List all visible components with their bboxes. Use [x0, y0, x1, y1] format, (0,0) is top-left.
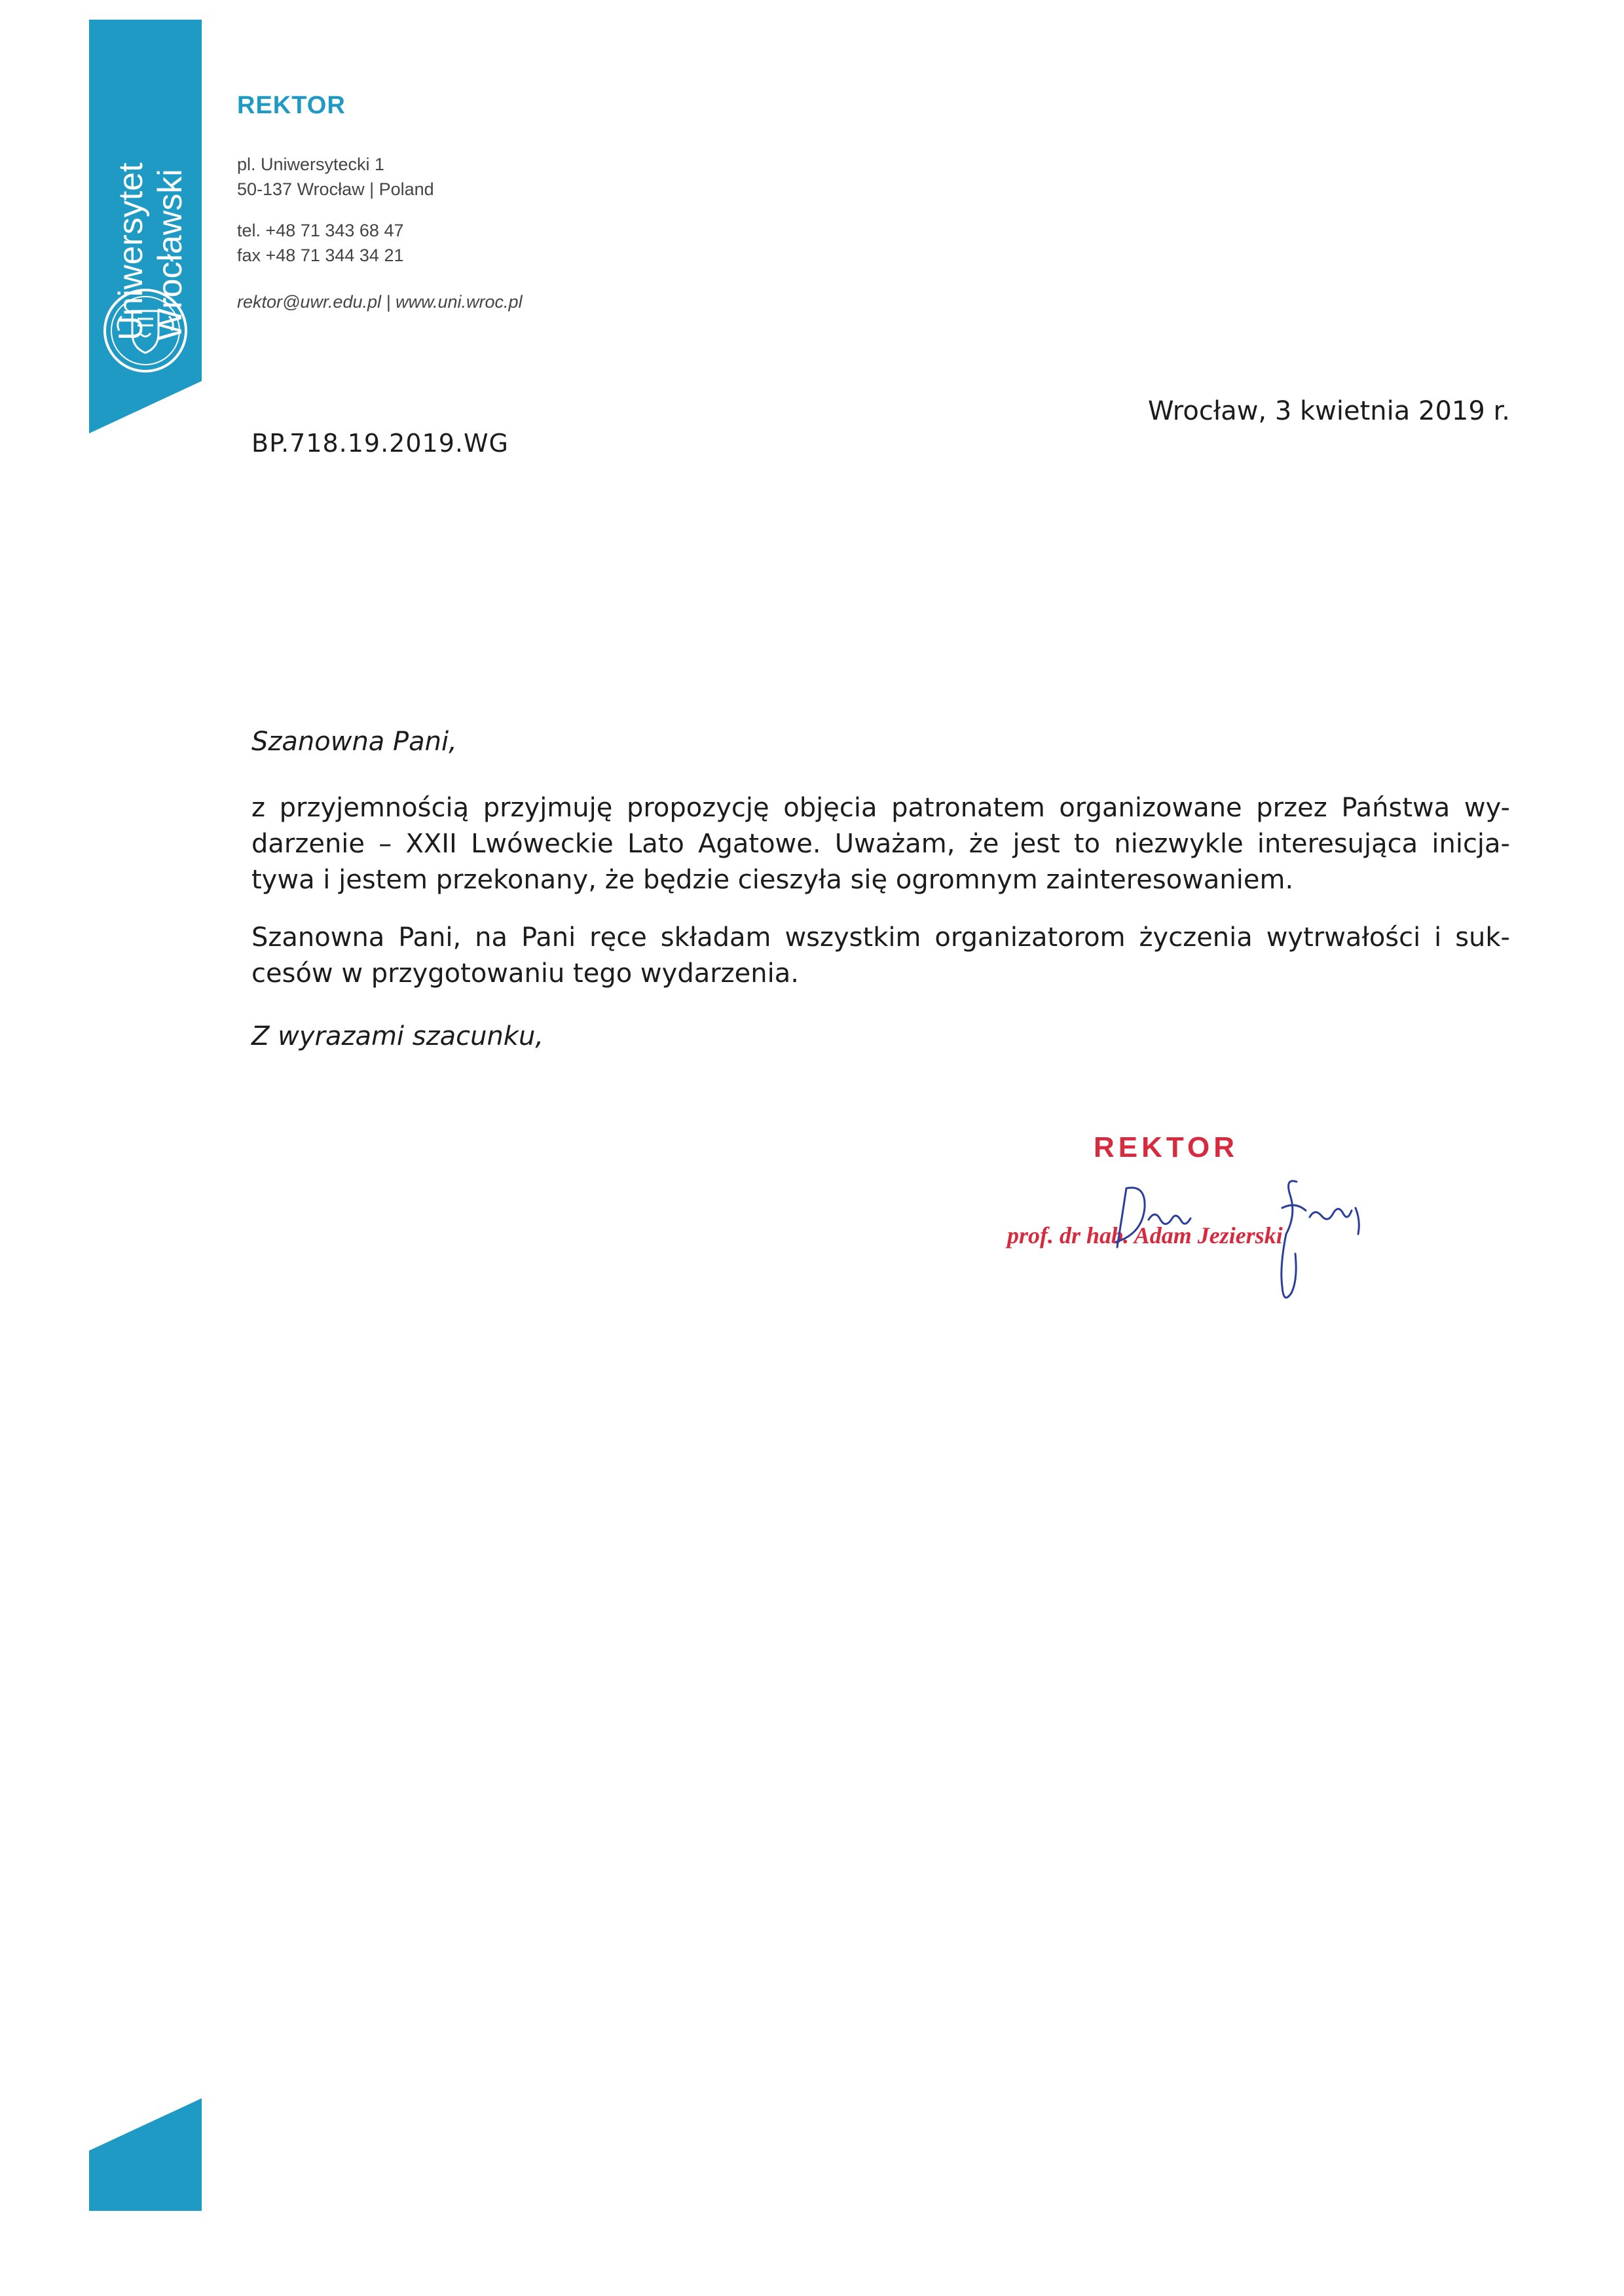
letterhead-title: REKTOR	[237, 92, 346, 119]
paragraph-2-line: Szanowna Pani, na Pani ręce składam wszystkim organizatorom życzenia wytrwałości i suk-	[251, 922, 1510, 953]
address-line-1: pl. Uniwersytecki 1	[237, 155, 385, 174]
paragraph-1-line: tywa i jestem przekonany, że będzie cieszyła się ogromnym zainteresowaniem.	[251, 865, 1294, 895]
university-name-line1: Uniwersytet	[112, 162, 150, 340]
paragraph-1-line: darzenie – XXII Lwóweckie Lato Agatowe. Uważam, że jest to niezwykle interesująca inicja-	[251, 829, 1510, 859]
university-crest-icon	[100, 285, 191, 376]
stamp-name: prof. dr hab. Adam Jezierski	[1007, 1222, 1283, 1248]
reference-number: BP.718.19.2019.WG	[251, 429, 509, 458]
fax-number: fax +48 71 344 34 21	[237, 246, 404, 265]
brand-corner-mark	[89, 2098, 202, 2211]
paragraph-2-line: cesów w przygotowaniu tego wydarzenia.	[251, 958, 799, 989]
address-line-2: 50-137 Wrocław | Poland	[237, 179, 434, 199]
letter-date: Wrocław, 3 kwietnia 2019 r.	[1148, 396, 1510, 426]
stamp-title: REKTOR	[1094, 1131, 1238, 1163]
closing: Z wyrazami szacunku,	[251, 1021, 544, 1051]
contact-email-web: rektor@uwr.edu.pl | www.uni.wroc.pl	[237, 292, 523, 312]
salutation: Szanowna Pani,	[251, 727, 457, 757]
telephone-number: tel. +48 71 343 68 47	[237, 221, 404, 240]
handwritten-signature-icon	[1100, 1169, 1375, 1326]
paragraph-1	[251, 790, 1510, 898]
university-name-line2: Wrocławski	[151, 169, 189, 340]
paragraph-2	[251, 920, 1510, 992]
paragraph-1-line: z przyjemnością przyjmuję propozycję objęcia patronatem organizowane przez Państwa wy-	[251, 793, 1510, 823]
